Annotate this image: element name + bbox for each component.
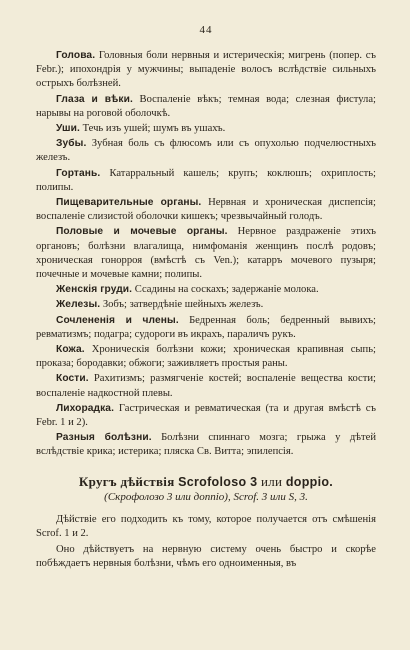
symptom-entry bbox=[36, 137, 376, 165]
symptom-entry bbox=[36, 314, 376, 342]
entry-text: Рахитизмъ; размягченіе костей; воспаленіе вещества кости; воспаленіе надкостной плевы. bbox=[36, 373, 376, 399]
book-page bbox=[36, 24, 376, 574]
entry-heading: Половые и мочевые органы. bbox=[56, 226, 228, 238]
symptom-entry bbox=[36, 122, 376, 136]
symptom-entry bbox=[36, 402, 376, 430]
symptom-entry bbox=[36, 167, 376, 195]
entry-text: Воспаленіе вѣкъ; темная вода; слезная фистула; нарывы на роговой оболочкѣ. bbox=[36, 93, 376, 119]
entry-text: Гастрическая и ревматическая (та и другая вмѣстѣ съ Febr. 1 и 2). bbox=[36, 402, 376, 429]
symptom-entry bbox=[36, 93, 376, 121]
section-title-latin-2: doppio. bbox=[285, 474, 334, 489]
entry-text: Хроническія болѣзни кожи; хроническая крапивная сыпь; проказа; бородавки; обжоги; заживляетъ простыя раны. bbox=[36, 344, 376, 370]
entry-heading: Сочлененія и члены. bbox=[56, 314, 179, 326]
symptom-entry bbox=[36, 196, 376, 224]
section-title-latin: Scrofoloso 3 bbox=[178, 474, 258, 489]
symptom-entry bbox=[36, 372, 376, 400]
entry-heading: Железы. bbox=[56, 299, 101, 311]
section-title bbox=[36, 474, 376, 490]
entry-text: Катарральный кашель; крупъ; коклюшъ; охриплость; полипы. bbox=[36, 167, 376, 193]
section-title-or: или bbox=[260, 473, 283, 489]
entry-heading: Кожа. bbox=[56, 344, 85, 356]
entry-text: Бедренная боль; бедренный вывихъ; ревматизмъ; подагра; судороги въ икрахъ, параличъ рукъ. bbox=[36, 314, 376, 340]
symptom-entries bbox=[36, 49, 376, 460]
entry-text: Ссадины на соскахъ; задержаніе молока. bbox=[132, 284, 319, 296]
symptom-entry bbox=[36, 225, 376, 282]
symptom-entry bbox=[36, 298, 376, 312]
symptom-entry bbox=[36, 343, 376, 371]
section-subtitle: (Скрофолозо 3 или доппіо), Scrof. 3 или S, 3. bbox=[104, 490, 308, 503]
entry-text: Течь изъ ушей; шумъ въ ушахъ. bbox=[79, 123, 226, 135]
section-body bbox=[36, 513, 376, 572]
symptom-entry bbox=[36, 49, 376, 92]
entry-text: Головныя боли нервныя и истерическія; мигрень (попер. съ Febr.); ипохондрія у мужчины; выпаденіе волосъ вслѣдствіе сильныхъ острыхъ болѣзней. bbox=[36, 50, 376, 90]
entry-heading: Лихорадка. bbox=[56, 402, 114, 414]
entry-heading: Зубы. bbox=[56, 138, 87, 150]
body-paragraph: Оно дѣйствуетъ на нервную систему очень быстро и скорѣе побѣждаетъ нервныя болѣзни, чѣмъ его одноименныя, въ bbox=[36, 544, 376, 570]
entry-heading: Кости. bbox=[56, 373, 89, 385]
entry-text: Нервное раздраженіе этихъ органовъ; болѣзни влагалища, нимфоманія женщинъ послѣ родовъ; хроническая гонорроя (вмѣстѣ съ Ven.); катарръ мочевого пузыря; почечные и мочевые камни; полипы. bbox=[36, 226, 376, 281]
page-number: 44 bbox=[199, 24, 213, 36]
entry-heading: Гортань. bbox=[56, 167, 101, 179]
entry-heading: Уши. bbox=[56, 123, 80, 135]
entry-heading: Глаза и вѣки. bbox=[56, 93, 133, 105]
section-title-ru: Кругъ дѣйствія bbox=[78, 473, 175, 489]
symptom-entry bbox=[36, 283, 376, 297]
entry-heading: Разныя болѣзни. bbox=[56, 432, 152, 444]
symptom-entry bbox=[36, 431, 376, 459]
entry-heading: Голова. bbox=[56, 50, 96, 61]
entry-text: Нервная и хроническая диспепсія; воспаленіе слизистой оболочки кишекъ; чрезвычайный голодъ. bbox=[36, 197, 376, 223]
body-paragraph: Дѣйствіе его подходить къ тому, которое получается отъ смѣшенія Scrof. 1 и 2. bbox=[36, 513, 376, 539]
entry-heading: Женскія груди. bbox=[56, 284, 133, 296]
entry-text: Зобъ; затвердѣніе шейныхъ железъ. bbox=[100, 299, 264, 311]
entry-text: Болѣзни спиннаго мозга; грыжа у дѣтей вслѣдствіе крика; истерика; пляска Св. Витта; эпилепсія. bbox=[36, 432, 376, 458]
entry-heading: Пищеварительные органы. bbox=[56, 197, 202, 209]
entry-text: Зубная боль съ флюсомъ или съ опухолью подчелюстныхъ железъ. bbox=[36, 138, 376, 164]
